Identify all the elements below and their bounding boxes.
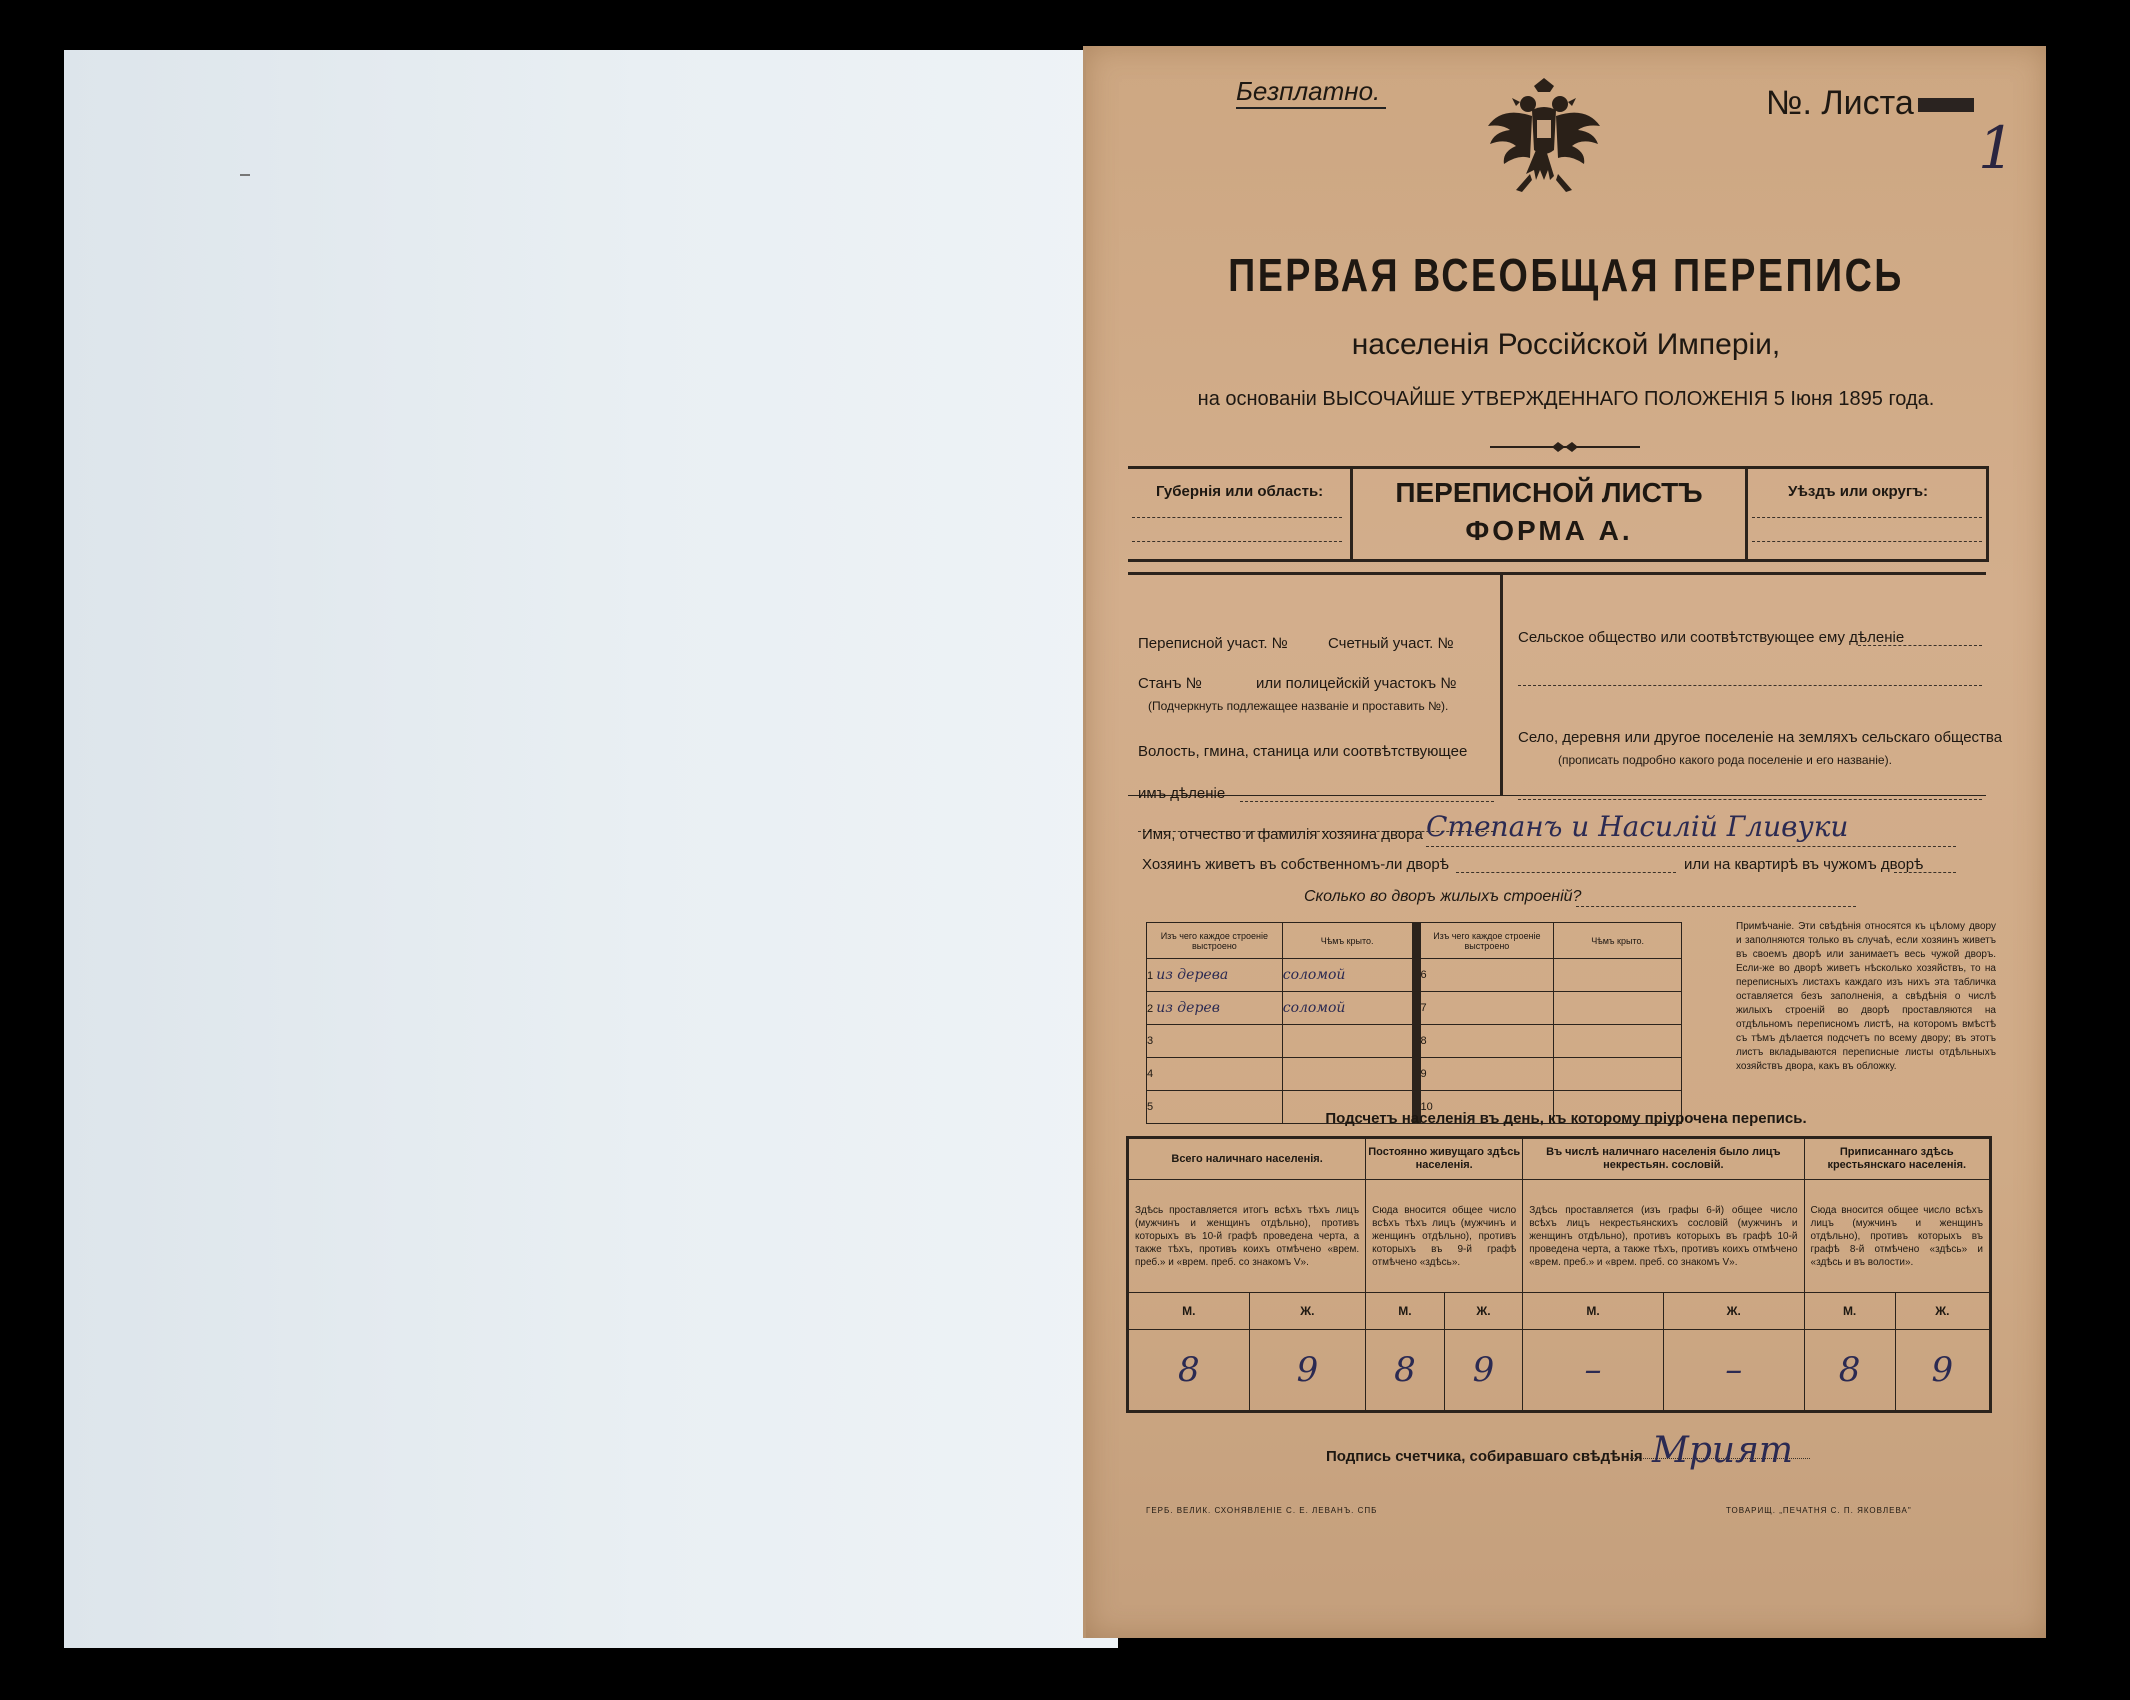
- header-box: [1128, 466, 1989, 562]
- registered-peasant-header: Приписаннаго здѣсь крестьянскаго населенія.: [1804, 1138, 1990, 1180]
- registered-peasant-desc: Сюда вносится общее число всѣхъ лицъ (мужчинъ и женщинъ отдѣльно), противъ которыхъ въ графѣ 8-й отмѣчено «здѣсь» и «здѣсь и въ волости».: [1804, 1180, 1990, 1293]
- owner-name-label: Имя, отчество и фамилія хозяина двора: [1142, 826, 1423, 843]
- roof-handwritten: соломой: [1282, 992, 1412, 1025]
- fill-line: [1518, 685, 1982, 686]
- male-label: М.: [1523, 1293, 1664, 1330]
- row-number: 4: [1147, 1058, 1283, 1091]
- empty-cell: [1554, 1058, 1682, 1091]
- census-form-sheet: [1086, 46, 2046, 1638]
- police-precinct-label: или полицейскій участокъ №: [1256, 675, 1457, 692]
- fill-line: [1240, 801, 1494, 802]
- row-number: 7: [1420, 992, 1554, 1025]
- population-count-table: [1126, 1136, 1992, 1413]
- fill-line: [1752, 541, 1982, 542]
- district-label: Уѣздъ или округъ:: [1788, 483, 1929, 500]
- fill-line: [1132, 541, 1342, 542]
- female-value: –: [1663, 1330, 1804, 1412]
- row-cell: 1 из дерева: [1147, 959, 1283, 992]
- rural-society-label: Сельское общество или соотвѣтствующее ему дѣленіе: [1518, 629, 1905, 646]
- title-decree: на основаніи ВЫСОЧАЙШЕ УТВЕРЖДЕННАГО ПОЛОЖЕНІЯ 5 Іюня 1895 года.: [1197, 388, 1935, 410]
- row-number: 8: [1420, 1025, 1554, 1058]
- enumerator-signature: Мрият: [1652, 1430, 1794, 1471]
- present-population-header: Всего наличнаго населенія.: [1128, 1138, 1366, 1180]
- male-value: 8: [1366, 1330, 1445, 1412]
- stan-label: Станъ №: [1138, 675, 1202, 692]
- female-value: 9: [1444, 1330, 1523, 1412]
- female-label: Ж.: [1663, 1293, 1804, 1330]
- female-label: Ж.: [1895, 1293, 1990, 1330]
- rented-yard-label: или на квартирѣ въ чужомъ дворѣ: [1684, 856, 1924, 873]
- male-value: 8: [1128, 1330, 1250, 1412]
- non-peasant-desc: Здѣсь проставляется (изъ графы 6-й) общее число всѣхъ лицъ некрестьянскихъ сословій (мужчинъ и женщинъ отдѣльно), противъ которыхъ въ графѣ 10-й проведена черта, а также тѣхъ, противъ коихъ отмѣчено «врем. преб.» и «врем. преб. со знакомъ V».: [1523, 1180, 1804, 1293]
- buildings-table: [1146, 922, 1682, 1124]
- male-label: М.: [1366, 1293, 1445, 1330]
- title-subtitle: населенія Россійской Имперіи,: [1351, 328, 1781, 361]
- owner-name-handwritten: Степанъ и Насилій Гливуки: [1426, 810, 1849, 843]
- male-value: 8: [1804, 1330, 1895, 1412]
- village-instruction: (прописать подробно какого рода поселеніе и его названіе).: [1558, 753, 1892, 767]
- non-peasant-header: Въ числѣ наличнаго населенія было лицъ некрестьян. сословій.: [1523, 1138, 1804, 1180]
- form-a-label: ФОРМА А.: [1465, 515, 1633, 546]
- buildings-count-label: Сколько во дворъ жилыхъ строеній?: [1304, 888, 1582, 905]
- province-label: Губернія или область:: [1156, 483, 1324, 500]
- census-sheet-label: ПЕРЕПИСНОЙ ЛИСТЪ: [1395, 477, 1703, 508]
- material-handwritten: из дерева: [1156, 967, 1229, 984]
- printer-imprint-left: ГЕРБ. ВЕЛИК. СХОНЯВЛЕНІЕ С. Е. ЛЕВАНЪ. СПБ: [1146, 1506, 1378, 1515]
- crossed-out-number: [1918, 98, 1974, 112]
- empty-cell: [1554, 992, 1682, 1025]
- blank-facing-page: [64, 50, 1118, 1648]
- fill-line: [1518, 799, 1982, 800]
- sheet-number-label: [1766, 84, 1974, 123]
- address-block: [1128, 572, 2003, 802]
- row-number: 9: [1420, 1058, 1554, 1091]
- male-label: М.: [1804, 1293, 1895, 1330]
- fill-line: [1894, 872, 1956, 873]
- material-header: Изъ чего каждое строеніе выстроено: [1147, 923, 1283, 959]
- handwritten-page-number: 1: [1978, 114, 2015, 182]
- row-number: 3: [1147, 1025, 1283, 1058]
- underline-instruction: (Подчеркнуть подлежащее названіе и проставить №).: [1148, 699, 1449, 713]
- signature-label: Подпись счетчика, собиравшаго свѣдѣнія: [1326, 1448, 1643, 1465]
- row-cell: 2 из дерев: [1147, 992, 1283, 1025]
- empty-cell: [1282, 1025, 1412, 1058]
- title-main: ПЕРВАЯ ВСЕОБЩАЯ ПЕРЕПИСЬ: [1228, 249, 1904, 301]
- fill-line: [1576, 906, 1856, 907]
- own-yard-label: Хозяинъ живетъ въ собственномъ-ли дворѣ: [1142, 856, 1449, 873]
- roof-handwritten: соломой: [1282, 959, 1412, 992]
- row-number: 5: [1147, 1091, 1283, 1124]
- female-value: 9: [1895, 1330, 1990, 1412]
- province-cell: [1128, 469, 1350, 559]
- double-headed-eagle-emblem: [1484, 72, 1604, 202]
- ornament-divider: [1490, 440, 1640, 454]
- district-cell: [1748, 469, 1986, 559]
- present-population-desc: Здѣсь проставляется итогъ всѣхъ тѣхъ лицъ (мужчинъ и женщинъ отдѣльно), противъ которыхъ въ 10-й графѣ проведена черта, а также тѣхъ, противъ коихъ отмѣчено «врем. преб.» и «врем. преб. со знакомъ V».: [1128, 1180, 1366, 1293]
- female-label: Ж.: [1249, 1293, 1366, 1330]
- fill-line: [1752, 517, 1982, 518]
- empty-cell: [1554, 1025, 1682, 1058]
- table-divider: [1412, 923, 1420, 1124]
- printer-imprint-right: ТОВАРИЩ. „ПЕЧАТНЯ С. П. ЯКОВЛЕВА": [1726, 1506, 1912, 1515]
- material-handwritten: из дерев: [1156, 1000, 1220, 1017]
- empty-cell: [1282, 1058, 1412, 1091]
- free-label: Безплатно.: [1236, 76, 1386, 109]
- permanent-population-desc: Сюда вносится общее число всѣхъ тѣхъ лицъ (мужчинъ и женщинъ отдѣльно), противъ которыхъ въ 9-й графѣ отмѣчено «здѣсь».: [1366, 1180, 1523, 1293]
- empty-cell: [1554, 959, 1682, 992]
- fill-line: [1858, 645, 1982, 646]
- material-header-2: Изъ чего каждое строеніе выстроено: [1420, 923, 1554, 959]
- female-value: 9: [1249, 1330, 1366, 1412]
- row-number: 10: [1420, 1091, 1554, 1124]
- female-label: Ж.: [1444, 1293, 1523, 1330]
- permanent-population-header: Постоянно живущаго здѣсь населенія.: [1366, 1138, 1523, 1180]
- paper-speck: [240, 174, 250, 176]
- count-district-label: Счетный участ. №: [1328, 635, 1454, 652]
- male-value: –: [1523, 1330, 1664, 1412]
- fill-line: [1456, 872, 1676, 873]
- volost-label: Волость, гмина, станица или соотвѣтствующее: [1138, 743, 1468, 760]
- fill-line: [1132, 517, 1342, 518]
- form-title-cell: [1350, 469, 1748, 559]
- population-count-heading: Подсчетъ населенія въ день, къ которому пріурочена перепись.: [1325, 1110, 1807, 1127]
- sheet-number-text: №. Листа: [1766, 84, 1914, 122]
- roof-header-2: Чѣмъ крыто.: [1554, 923, 1682, 959]
- division-label: имъ дѣленіе: [1138, 785, 1226, 802]
- male-label: М.: [1128, 1293, 1250, 1330]
- roof-header: Чѣмъ крыто.: [1282, 923, 1412, 959]
- fill-line: [1426, 846, 1956, 847]
- row-number: 6: [1420, 959, 1554, 992]
- note-text: Примѣчаніе. Эти свѣдѣнія относятся къ цѣлому двору и заполняются только въ случаѣ, если хозяинъ живетъ въ своемъ дворѣ или занимаетъ весь чужой дворъ. Если-же во дворѣ живетъ нѣсколько хозяйствъ, то на переписныхъ листахъ каждаго изъ нихъ эта табличка оставляется безъ заполненія, а свѣдѣнія о числѣ жилыхъ строеній во дворѣ проставляются на отдѣльномъ переписномъ листѣ, на которомъ вмѣстѣ съ тѣмъ дѣлается подсчетъ по всему двору; въ этотъ листъ вкладываются переписные листы отдѣльныхъ хозяйствъ двора, какъ въ обложку.: [1736, 921, 1996, 1072]
- census-district-label: Переписной участ. №: [1138, 635, 1288, 652]
- village-label: Село, деревня или другое поселеніе на земляхъ сельскаго общества: [1518, 729, 2003, 746]
- column-divider: [1500, 575, 1503, 795]
